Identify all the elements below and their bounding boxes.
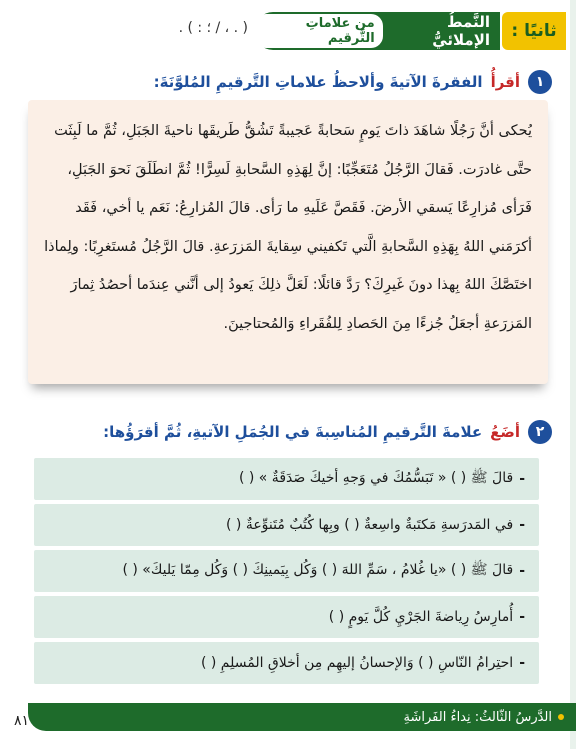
exercise-row[interactable]: - احتِرامُ النّاسِ ( ) وَالإحسانُ إليهِم مِن أخلاقِ المُسلِمِ ( ) xyxy=(34,642,539,684)
exercise-sentence: احتِرامُ النّاسِ ( ) وَالإحسانُ إليهِم مِن أخلاقِ المُسلِمِ ( ) xyxy=(200,655,514,671)
question-2-heading xyxy=(22,420,552,444)
footer-dot-icon xyxy=(558,714,564,720)
section-label: ثانيًا : xyxy=(502,12,566,50)
exercise-sentence: أُمارِسُ رِياضةَ الجَرْيِ كُلَّ يَومٍ ( ) xyxy=(328,609,514,625)
lesson-footer xyxy=(28,703,576,731)
exercise-row[interactable]: - قالَ ﷺ ( ) «يا غُلامُ ، سَمِّ اللهَ ( ) وَكُل بِيَمينِكَ ( ) وَكُل مِمّا يَليكَ» ( ) xyxy=(34,550,539,592)
page-number: ٨١ xyxy=(14,713,30,729)
exercise-row[interactable]: - في المَدرَسةِ مَكتَبةٌ واسِعةٌ ( ) وبِها كُتُبٌ مُتَنوِّعةٌ ( ) xyxy=(34,504,539,546)
exercise-row[interactable]: - قالَ ﷺ ( ) « تَبَسُّمُكَ في وَجهِ أخيكَ صَدَقَةٌ » ( ) xyxy=(34,458,539,500)
paragraph-line: أكرَمَني اللهُ بِهَذِهِ السَّحابةِ الَّتي تَكفيني سِقايةَ المَزرَعةِ. قالَ الرَّجُلُ مُستَغرِبًا: ولِماذا xyxy=(44,238,532,255)
exercise-rows xyxy=(34,458,539,688)
header-title-band xyxy=(254,12,500,50)
header-subtitle: من علاماتِ التَّرقيم xyxy=(254,14,383,48)
exercise-sentence: قالَ ﷺ ( ) « تَبَسُّمُكَ في وَجهِ أخيكَ صَدَقَةٌ » ( ) xyxy=(238,470,514,486)
paragraph-line: المَزرَعةِ أجعَلُ جُزءًا مِنَ الحَصادِ لِلفُقَراءِ وَالمُحتاجينَ. xyxy=(223,315,532,332)
paragraph-line: حتَّى غادرَت. فَقالَ الرَّجُلُ مُتَعَجِّبًا: إنَّ لِهَذِهِ السَّحابةِ لَسِرًّا! ثُمَّ انطَلَقَ نَحوَ الجَبَلِ، xyxy=(67,161,532,178)
question-1-verb: أقرأُ xyxy=(490,73,520,91)
exercise-sentence: قالَ ﷺ ( ) «يا غُلامُ ، سَمِّ اللهَ ( ) وَكُل بِيَمينِكَ ( ) وَكُل مِمّا يَليكَ» ( ) xyxy=(122,562,514,578)
paragraph-line: فَرَأى مُزارِعًا يَسقي الأرضَ. فَقَصَّ عَلَيهِ ما رَأى. قالَ المُزارِعُ: نَعَم يا أخي، فَقَد xyxy=(75,200,532,216)
question-2-verb: أضَعُ xyxy=(490,423,520,441)
question-number-2: ٢ xyxy=(528,420,552,444)
question-1-text: الفقرةَ الآتيةَ وألاحظُ علاماتِ التَّرقيمِ المُلوَّنَةَ: xyxy=(153,73,483,91)
paragraph-line: يُحكى أنَّ رَجُلًا شاهَدَ ذاتَ يَومٍ سَحابةً عَجيبةً تَشُقُّ طَريقَها ناحيةَ الجَبَلِ، ثُمَّ ما لَبِثَت xyxy=(54,123,532,139)
exercise-row[interactable]: - أُمارِسُ رِياضةَ الجَرْيِ كُلَّ يَومٍ ( ) xyxy=(34,596,539,638)
question-2-text: علامةَ التَّرقيمِ المُناسِبةَ في الجُمَلِ الآتيةِ، ثُمَّ أقرَؤُها: xyxy=(103,423,483,441)
header-title: النَّمطُ الإملائيُّ xyxy=(432,13,490,49)
question-1-heading xyxy=(22,70,552,94)
header-marks: ( . ، / ؛ : ) . xyxy=(178,20,248,36)
paragraph-line: اختَصَّكَ اللهُ بِهذا دونَ غَيرِكَ؟ رَدَّ قائلًا: لَعَلَّ ذلِكَ يَعودُ إلى أنَّني عِندَما أحصُدُ ثِمارَ xyxy=(70,277,532,293)
reading-paragraph xyxy=(28,100,548,384)
lesson-title: الدَّرسُ الثّالثُ: نِداءُ الفَراشَةِ xyxy=(403,709,552,725)
exercise-sentence: في المَدرَسةِ مَكتَبةٌ واسِعةٌ ( ) وبِها كُتُبٌ مُتَنوِّعةٌ ( ) xyxy=(226,517,514,533)
page-edge-strip xyxy=(570,0,576,749)
question-number-1: ١ xyxy=(528,70,552,94)
section-header xyxy=(10,10,566,54)
